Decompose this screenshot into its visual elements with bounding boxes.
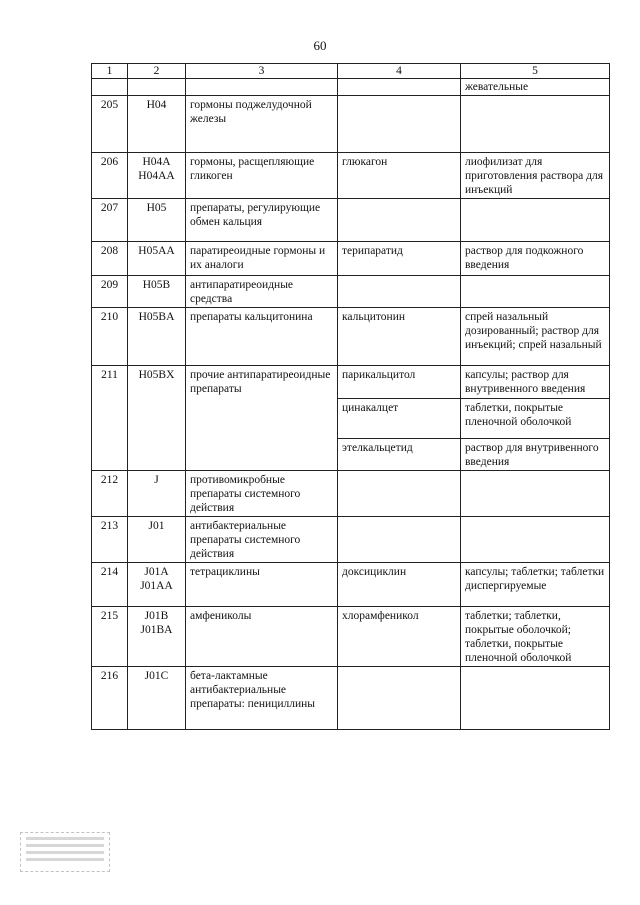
drug-name: доксициклин: [338, 563, 461, 607]
dosage-form: [461, 667, 610, 730]
dosage-form: [461, 471, 610, 517]
drug-list-table: [91, 63, 610, 730]
drug-name: [338, 517, 461, 563]
atc-code: H05BA: [128, 308, 186, 366]
pharmacological-group: препараты, регулирующие обмен кальция: [186, 199, 338, 242]
table-row: [92, 199, 610, 242]
dosage-form: [461, 517, 610, 563]
atc-code: H05: [128, 199, 186, 242]
continuation-row: [92, 79, 610, 96]
dosage-form: раствор для внутривенного введения: [461, 439, 610, 471]
atc-code: H05BX: [128, 366, 186, 471]
dosage-form: капсулы; таблетки; таблетки диспергируемые: [461, 563, 610, 607]
column-header: 5: [461, 64, 610, 79]
pharmacological-group: противомикробные препараты системного действия: [186, 471, 338, 517]
drug-name: глюкагон: [338, 153, 461, 199]
drug-name: [338, 96, 461, 153]
column-header: 1: [92, 64, 128, 79]
row-number: 206: [92, 153, 128, 199]
dosage-form: [461, 276, 610, 308]
column-header: 2: [128, 64, 186, 79]
drug-name: кальцитонин: [338, 308, 461, 366]
row-number: 216: [92, 667, 128, 730]
pharmacological-group: паратиреоидные гормоны и их аналоги: [186, 242, 338, 276]
table-row: [92, 242, 610, 276]
row-number: 209: [92, 276, 128, 308]
row-number: 208: [92, 242, 128, 276]
row-number: 214: [92, 563, 128, 607]
table-row: [92, 366, 610, 399]
table-row: [92, 517, 610, 563]
drug-name: цинакалцет: [338, 399, 461, 439]
column-header: 4: [338, 64, 461, 79]
row-number: 212: [92, 471, 128, 517]
row-number: 211: [92, 366, 128, 471]
pharmacological-group: антипаратиреоидные средства: [186, 276, 338, 308]
table-row: [92, 308, 610, 366]
dosage-form: [461, 96, 610, 153]
table-row: [92, 153, 610, 199]
dosage-form: капсулы; раствор для внутривенного введения: [461, 366, 610, 399]
pharmacological-group: препараты кальцитонина: [186, 308, 338, 366]
row-number: 205: [92, 96, 128, 153]
pharmacological-group: прочие антипаратиреоидные препараты: [186, 366, 338, 471]
drug-name: хлорамфеникол: [338, 607, 461, 667]
table-row: [92, 96, 610, 153]
dosage-form: [461, 199, 610, 242]
atc-code: H05B: [128, 276, 186, 308]
dosage-form: лиофилизат для приготовления раствора для инъекций: [461, 153, 610, 199]
atc-code: J01: [128, 517, 186, 563]
atc-code: J: [128, 471, 186, 517]
table-row: [92, 607, 610, 667]
pharmacological-group: бета-лактамные антибактериальные препараты: пенициллины: [186, 667, 338, 730]
drug-name: [338, 276, 461, 308]
dosage-form: таблетки; таблетки, покрытые оболочкой; таблетки, покрытые пленочной оболочкой: [461, 607, 610, 667]
drug-name: [338, 667, 461, 730]
pharmacological-group: антибактериальные препараты системного действия: [186, 517, 338, 563]
table-header-row: [92, 64, 610, 79]
table-row: [92, 471, 610, 517]
atc-code: H04A H04AA: [128, 153, 186, 199]
row-number: 207: [92, 199, 128, 242]
dosage-form: раствор для подкожного введения: [461, 242, 610, 276]
drug-name: [338, 199, 461, 242]
pharmacological-group: гормоны, расщепляющие гликоген: [186, 153, 338, 199]
dosage-form: спрей назальный дозированный; раствор для инъекций; спрей назальный: [461, 308, 610, 366]
table-row: [92, 276, 610, 308]
row-number: 213: [92, 517, 128, 563]
drug-name: парикальцитол: [338, 366, 461, 399]
pharmacological-group: амфениколы: [186, 607, 338, 667]
pharmacological-group: гормоны поджелудочной железы: [186, 96, 338, 153]
atc-code: J01C: [128, 667, 186, 730]
dosage-form: таблетки, покрытые пленочной оболочкой: [461, 399, 610, 439]
table-row: [92, 563, 610, 607]
atc-code: H04: [128, 96, 186, 153]
column-header: 3: [186, 64, 338, 79]
row-number: 210: [92, 308, 128, 366]
page-number: 60: [313, 38, 327, 53]
pharmacological-group: тетрациклины: [186, 563, 338, 607]
atc-code: H05AA: [128, 242, 186, 276]
atc-code: J01B J01BA: [128, 607, 186, 667]
drug-name: этелкальцетид: [338, 439, 461, 471]
table-row: [92, 667, 610, 730]
drug-name: терипаратид: [338, 242, 461, 276]
dosage-form-cell: жевательные: [461, 79, 610, 96]
atc-code: J01A J01AA: [128, 563, 186, 607]
stamp-mark: [20, 832, 110, 872]
row-number: 215: [92, 607, 128, 667]
drug-name: [338, 471, 461, 517]
